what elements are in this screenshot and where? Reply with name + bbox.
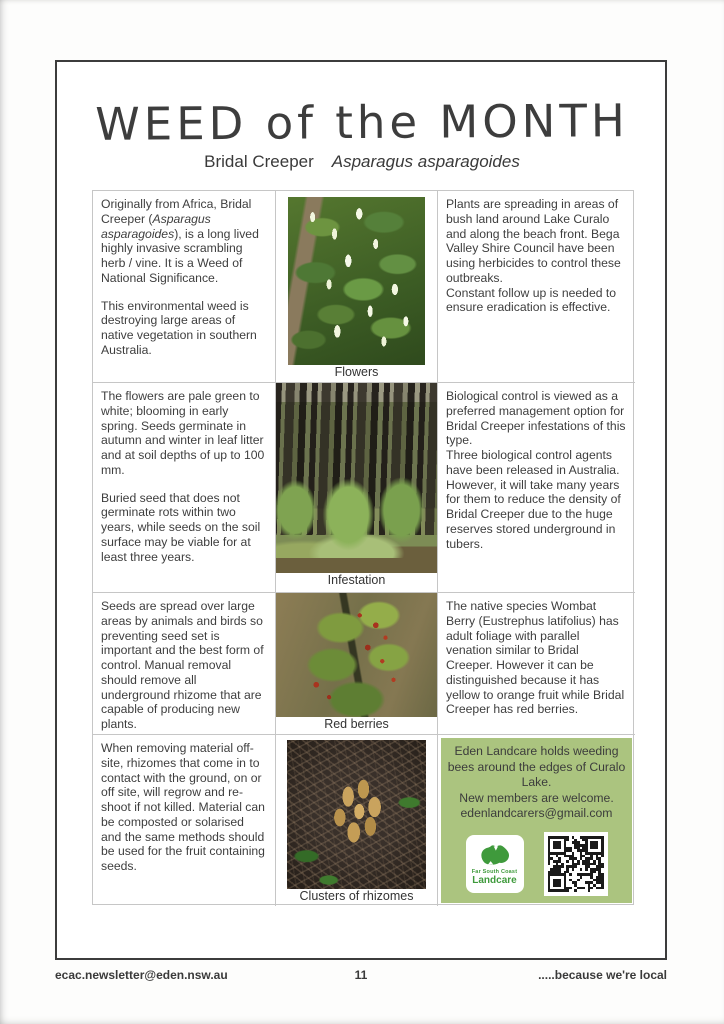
caption-flowers: Flowers [334,365,379,380]
eden-landcare-notice [441,738,632,903]
paragraph: The flowers are pale green to white; blooming in early spring. Seeds germinate in autumn and winter in leaf litter and at soil depths of up to 100 mm. [101,389,265,477]
page-footer [55,968,667,984]
flowers-photo [288,197,425,365]
text-cell-origin [93,191,276,383]
text-cell-removal [93,735,276,906]
red-berries-photo [276,593,437,717]
landcare-logo [466,835,524,893]
landcare-hands-icon [477,842,513,868]
footer-email: ecac.newsletter@eden.nsw.au [55,968,228,982]
paragraph: Plants are spreading in areas of bush land around Lake Curalo and along the beach front. Bega Valley Shire Council have been using herbicides to control these outbreaks. [446,197,621,285]
figure-rhizomes [276,735,438,906]
content-table [92,190,634,905]
logo-text-small: Far South Coast [471,869,518,876]
text-cell-wombat-berry [438,593,635,735]
paragraph: Buried seed that does not germinate rots within two years, while seeds on the soil surface may be viable for at least three years. [101,490,261,564]
qr-code [544,832,608,896]
paragraph: Biological control is viewed as a preferred management option for Bridal Creeper infestations of this type. [446,389,626,448]
page-number: 11 [354,968,368,982]
badge-row [447,832,626,896]
text-cell-spread [438,191,635,383]
subtitle [0,152,724,172]
logo-text-large: Landcare [472,875,517,887]
caption-red-berries: Red berries [324,717,389,732]
paragraph: The native species Wombat Berry (Eustrephus latifolius) has adult foliage with parallel venation similar to Bridal Creeper. However it can be distinguished because it has yellow to orange fruit while Bridal Creeper has red berries. [446,599,625,717]
caption-rhizomes: Clusters of rhizomes [299,889,414,904]
text-cell-flowers-seeds [93,383,276,593]
page-title: WEED of the MONTH [95,94,629,151]
paragraph: Constant follow up is needed to ensure eradication is effective. [446,285,617,315]
figure-infestation [276,383,438,593]
common-name: Bridal Creeper [204,152,314,171]
paragraph: Originally from Africa, Bridal Creeper (Asparagus asparagoides), is a long lived highly invasive scrambling herb / vine. It is a Weed of National Significance. [101,197,259,285]
paragraph: Three biological control agents have been released in Australia. However, it will take many years for them to reduce the density of Bridal Creeper due to the huge reserves stored underground in tubers. [446,448,621,551]
text-cell-biocontrol [438,383,635,593]
notice-line: New members are welcome. [459,790,614,805]
paragraph: This environmental weed is destroying large areas of native vegetation in southern Australia. [101,298,257,357]
text-cell-seed-spread [93,593,276,735]
caption-infestation: Infestation [327,573,386,587]
notice-cell [438,735,635,906]
notice-line: Eden Landcare holds weeding bees around the edges of Curalo Lake. [447,744,626,790]
notice-email: edenlandcarers@gmail.com [460,806,613,821]
infestation-photo [276,383,437,573]
figure-flowers [276,191,438,383]
qr-code-pattern [548,836,604,892]
footer-slogan: .....because we're local [538,968,667,982]
paragraph: Seeds are spread over large areas by animals and birds so preventing seed set is important and the best form of control. Manual removal should remove all underground rhizome that are capable of producing new plants. [101,599,264,732]
scientific-name: Asparagus asparagoides [331,152,520,171]
rhizomes-photo [287,740,426,889]
figure-red-berries [276,593,438,735]
paragraph: When removing material off-site, rhizomes that come in to contact with the ground, on or off site, will regrow and re-shoot if not killed. Material can be composted or solarised and the same methods should be used for the fruit containing seeds. [101,741,265,874]
scientific-name-inline: Asparagus asparagoides [101,211,211,241]
